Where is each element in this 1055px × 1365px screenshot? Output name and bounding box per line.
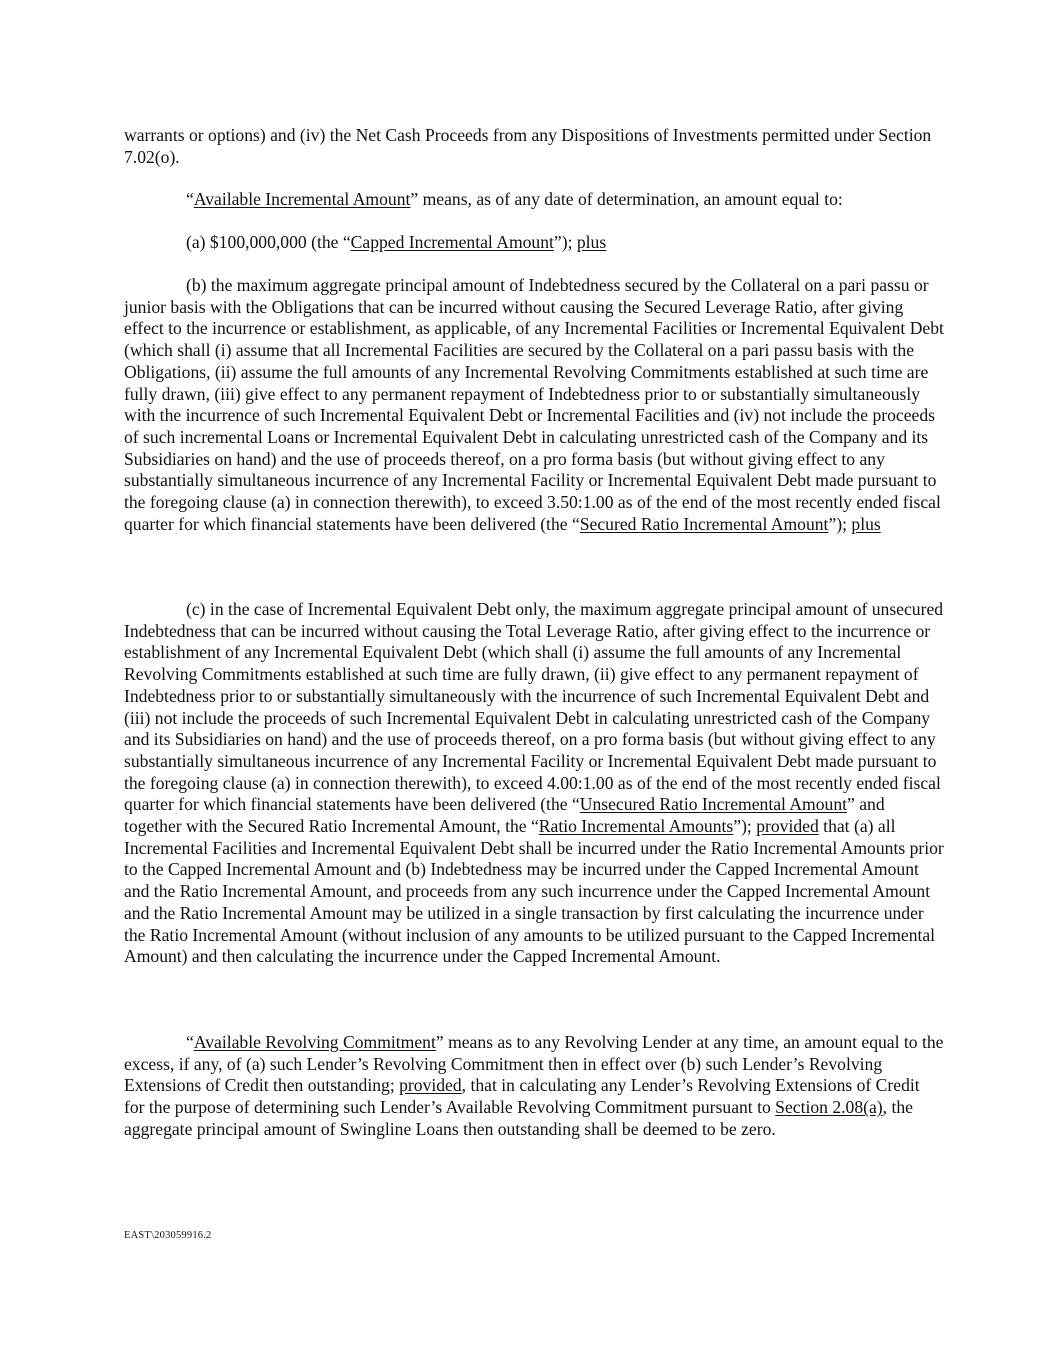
defined-term: Capped Incremental Amount	[350, 232, 554, 252]
defined-term: Available Incremental Amount	[193, 189, 411, 209]
paragraph-continuation: warrants or options) and (iv) the Net Cash Proceeds from any Dispositions of Investments permitted under Section 7.02(o).	[124, 125, 932, 167]
clause-b: (b) the maximum aggregate principal amount of Indebtedness secured by the Collateral on a pari passu or junior basis with the Obligations that can be incurred without causing the Secured Leverage Ratio, after giving effect to the incurrence or establishment, as applicable, of any Incremental Facilities or Incremental Equivalent Debt (which shall (i) assume that all Incremental Facilities are secured by the Collateral on a pari passu basis with the Obligations, (ii) assume the full amounts of any Incremental Revolving Commitments established at such time are fully drawn, (iii) give effect to any permanent repayment of Indebtedness prior to or substantially simultaneously with the incurrence of such Incremental Equivalent Debt or Incremental Facilities and (iv) not include the proceeds of such incremental Loans or Incremental Equivalent Debt in calculating unrestricted cash of the Company and its Subsidiaries on hand) and the use of proceeds thereof, on a pro forma basis (but without giving effect to any substantially simultaneous incurrence of any Incremental Facility or Incremental Equivalent Debt made pursuant to the foregoing clause (a) in connection therewith), to exceed 3.50:1.00 as of the end of the most recently ended fiscal quarter for which financial statements have been delivered (the “Secured Ratio Incremental Amount”); plus	[124, 275, 944, 534]
plus-keyword: plus	[851, 513, 881, 534]
defined-term: Secured Ratio Incremental Amount	[579, 513, 829, 534]
provided-keyword: provided	[399, 1075, 462, 1096]
defined-term: Available Revolving Commitment	[193, 1032, 436, 1052]
defined-term: Unsecured Ratio Incremental Amount	[579, 794, 848, 815]
plus-keyword: plus	[576, 232, 607, 252]
definition-available-revolving-commitment: “Available Revolving Commitment” means as to any Revolving Lender at any time, an amount equal to the excess, if any, of (a) such Lender’s Revolving Commitment then in effect over (b) such Lender’s Revolving Extensions of Credit then outstanding; provided, that in calculating any Lender’s Revolving Extensions of Credit for the purpose of determining such Lender’s Available Revolving Commitment pursuant to Section 2.08(a), the aggregate principal amount of Swingline Loans then outstanding shall be deemed to be zero.	[124, 1032, 944, 1139]
definition-available-incremental-amount: “Available Incremental Amount” means, as of any date of determination, an amount equal to:	[186, 189, 843, 209]
clause-c: (c) in the case of Incremental Equivalent Debt only, the maximum aggregate principal amount of unsecured Indebtedness that can be incurred without causing the Total Leverage Ratio, after giving effect to the incurrence or establishment of any Incremental Equivalent Debt (which shall (i) assume the full amounts of any Incremental Revolving Commitments established at such time are fully drawn, (ii) give effect to any permanent repayment of Indebtedness prior to or substantially simultaneously with the incurrence of such Incremental Equivalent Debt and (iii) not include the proceeds of such Incremental Equivalent Debt in calculating unrestricted cash of the Company and its Subsidiaries on hand) and the use of proceeds thereof, on a pro forma basis (but without giving effect to any substantially simultaneous incurrence of any Incremental Facility or Incremental Equivalent Debt made pursuant to the foregoing clause (a) in connection therewith), to exceed 4.00:1.00 as of the end of the most recently ended fiscal quarter for which financial statements have been delivered (the “Unsecured Ratio Incremental Amount” and together with the Secured Ratio Incremental Amount, the “Ratio Incremental Amounts”); provided that (a) all Incremental Facilities and Incremental Equivalent Debt shall be incurred under the Ratio Incremental Amounts prior to the Capped Incremental Amount and (b) Indebtedness may be incurred under the Capped Incremental Amount and the Ratio Incremental Amount, and proceeds from any such incurrence under the Capped Incremental Amount and the Ratio Incremental Amount may be utilized in a single transaction by first calculating the incurrence under the Ratio Incremental Amount (without inclusion of any amounts to be utilized pursuant to the Capped Incremental Amount) and then calculating the incurrence under the Capped Incremental Amount.	[124, 599, 944, 967]
clause-a: (a) $100,000,000 (the “Capped Incremental Amount”); plus	[186, 232, 607, 252]
defined-term: Ratio Incremental Amounts	[538, 816, 734, 837]
document-footer-id: EAST\203059916.2	[124, 1230, 212, 1241]
provided-keyword: provided	[756, 816, 819, 837]
section-reference: Section 2.08(a)	[775, 1097, 883, 1118]
